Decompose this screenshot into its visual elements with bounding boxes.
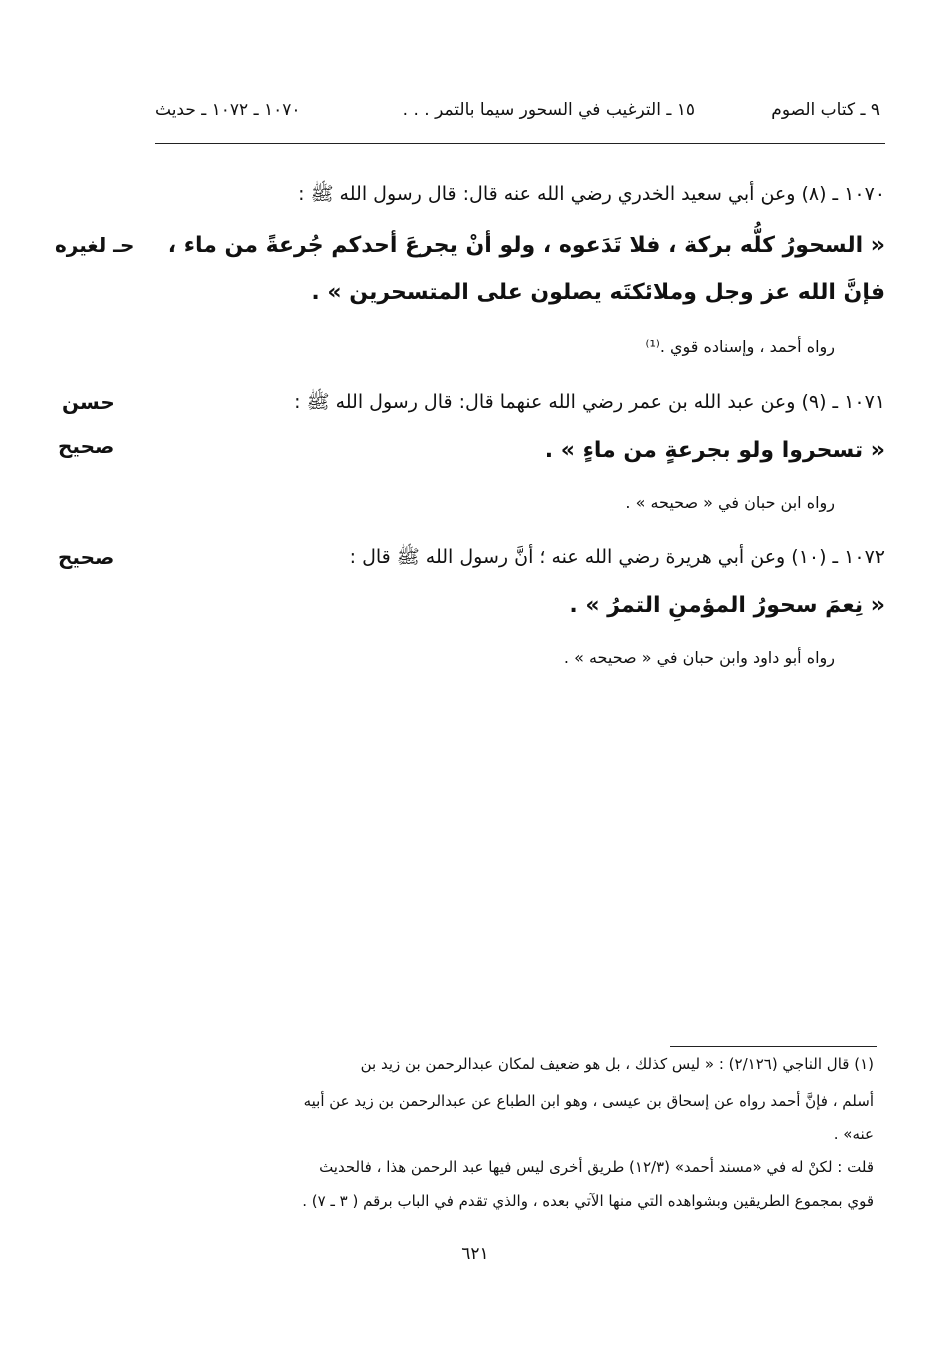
hadith-1071-grade-line-2: صحيح (58, 434, 115, 458)
hadith-1071-matn-line-1: « تسحروا ولو بجرعةٍ من ماءٍ » . (544, 438, 885, 463)
hadith-1071-intro: ١٠٧١ ـ (٩) وعن عبد الله بن عمر رضي الله عنهما قال: قال رسول الله ﷺ : (294, 391, 885, 413)
footnote-line-2: أسلم ، فإنَّ أحمد رواه عن إسحاق بن عيسى ، وهو ابن الطباع عن عبدالرحمن بن زيد عن أبيه (303, 1092, 874, 1110)
footnote-line-4: قلت : لكنْ له في «مسند أحمد» (١٢/٣) طريق أخرى ليس فيها عبد الرحمن هذا ، فالحديث (319, 1158, 874, 1176)
running-header-book: ٩ ـ كتاب الصوم (771, 100, 880, 120)
footnote-line-3: عنه» . (833, 1125, 874, 1143)
hadith-1070-grade: حـ لغيره (55, 233, 135, 257)
hadith-1070-matn-line-1: « السحورُ كلُّه بركة ، فلا تَدَعوه ، ولو أنْ يجرعَ أحدكم جُرعةً من ماء ، (167, 233, 885, 258)
hadith-1070-intro: ١٠٧٠ ـ (٨) وعن أبي سعيد الخدري رضي الله عنه قال: قال رسول الله ﷺ : (298, 183, 885, 205)
page-number: ٦٢١ (461, 1244, 489, 1264)
hadith-1071-source: رواه ابن حبان في « صحيحه » . (625, 493, 835, 512)
footnote-line-5: قوي بمجموع الطريقين وبشواهده التي منها الآتي بعده ، والذي تقدم في الباب برقم ( ٣ ـ ٧) . (302, 1192, 874, 1210)
footnote-divider (670, 1046, 877, 1047)
hadith-1070-matn-line-2: فإنَّ الله عز وجل وملائكتَه يصلون على المتسحرين » . (311, 280, 885, 305)
header-divider (155, 143, 885, 144)
running-header-chapter: ١٥ ـ الترغيب في السحور سيما بالتمر . . . (402, 100, 695, 120)
hadith-1071-grade-line-1: حسن (62, 390, 115, 414)
footnote-line-1: (١) قال الناجي (٢/١٢٦) : « ليس كذلك ، بل هو ضعيف لمكان عبدالرحمن بن زيد بن (360, 1055, 874, 1073)
hadith-1072-grade: صحيح (58, 545, 115, 569)
running-header-hadith-range: ١٠٧٠ ـ ١٠٧٢ ـ حديث (155, 100, 301, 120)
hadith-1072-matn-line-1: « نِعمَ سحورُ المؤمنِ التمرُ » . (569, 593, 885, 618)
hadith-1072-source: رواه أبو داود وابن حبان في « صحيحه » . (563, 648, 835, 667)
hadith-1072-intro: ١٠٧٢ ـ (١٠) وعن أبي هريرة رضي الله عنه ؛ أنَّ رسول الله ﷺ قال : (349, 546, 885, 568)
hadith-1070-source: رواه أحمد ، وإسناده قوي .⁽¹⁾ (645, 337, 835, 356)
